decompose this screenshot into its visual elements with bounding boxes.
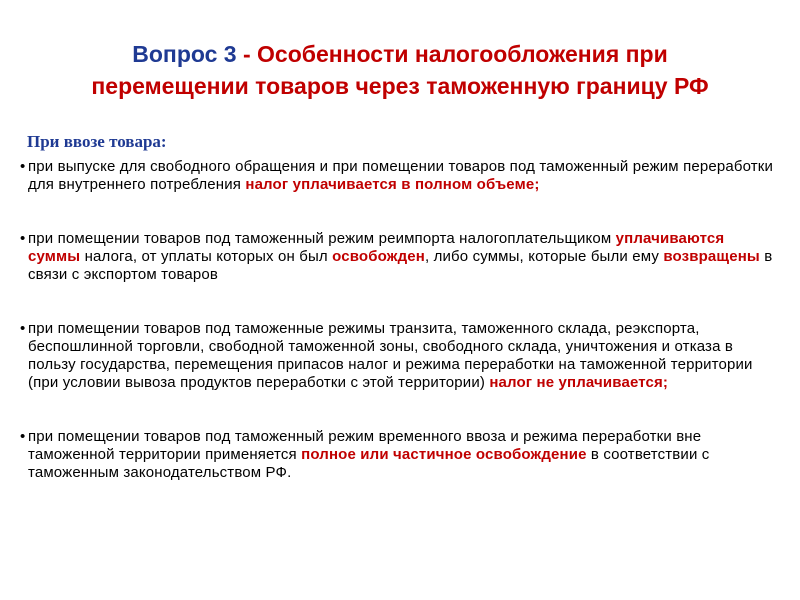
title-line2: перемещении товаров через таможенную границу РФ	[91, 73, 709, 99]
section-subheading: При ввозе товара:	[27, 132, 167, 151]
bullet-list	[20, 158, 780, 518]
title-separator: -	[236, 41, 258, 67]
slide-title	[60, 38, 740, 102]
bullet-item-release	[20, 158, 780, 194]
bullet-text: налога, от уплаты которых он был	[80, 248, 333, 265]
question-number: Вопрос 3	[132, 41, 237, 67]
bullet-highlight: налог уплачивается в полном объеме;	[245, 176, 540, 193]
bullet-text: в соответствии с таможенным законодательством РФ.	[28, 446, 710, 481]
bullet-text: при выпуске для свободного обращения и при помещении товаров под таможенный режим переработки для внутреннего потребления	[28, 158, 773, 193]
bullet-highlight: освобожден	[332, 248, 425, 265]
bullet-item-reimport	[20, 230, 780, 284]
bullet-highlight: уплачиваются суммы	[28, 230, 725, 265]
title-line1: Особенности налогообложения при	[257, 41, 668, 67]
bullet-highlight: полное или частичное освобождение	[301, 446, 587, 463]
bullet-item-transit	[20, 320, 780, 392]
bullet-text: при помещении товаров под таможенные режимы транзита, таможенного склада, реэкспорта, беспошлинной торговли, свободной таможенной зоны, свободного склада, уничтожения и отказа в пользу государства, перемещения припасов налог и режима переработки на таможенной территории (при условии вывоза продуктов переработки с этой территории)	[28, 320, 753, 391]
bullet-item-temporary-import	[20, 428, 780, 482]
bullet-highlight: возвращены	[663, 248, 760, 265]
bullet-text: при помещении товаров под таможенный режим реимпорта налогоплательщиком	[28, 230, 616, 247]
bullet-highlight: налог не уплачивается;	[489, 374, 669, 391]
bullet-text: в связи с экспортом товаров	[28, 248, 773, 283]
bullet-text: при помещении товаров под таможенный режим временного ввоза и режима переработки вне таможенной территории применяется	[28, 428, 702, 463]
bullet-text: , либо суммы, которые были ему	[424, 248, 664, 265]
